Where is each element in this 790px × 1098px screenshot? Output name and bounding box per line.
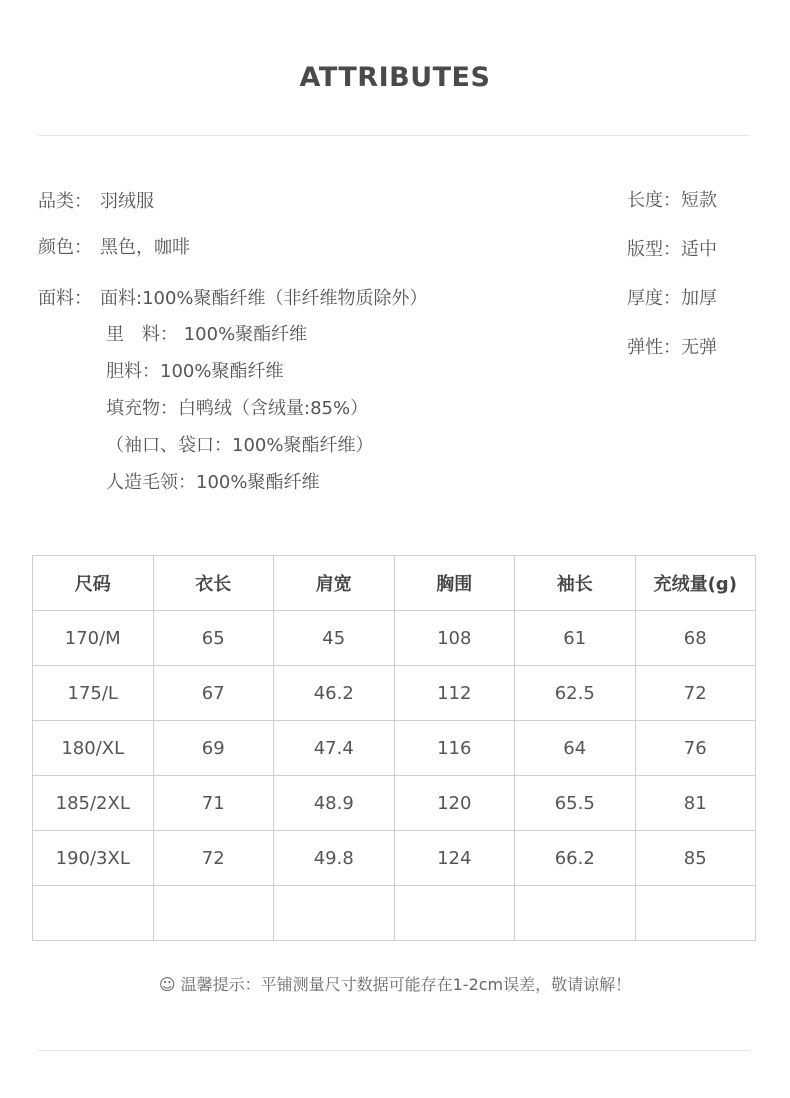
table-cell: 49.8 (274, 831, 395, 886)
table-cell: 170/M (33, 611, 154, 666)
bottom-divider (38, 1050, 750, 1051)
table-row (33, 721, 756, 776)
table-cell: 48.9 (274, 776, 395, 831)
attr-value: 羽绒服 (100, 191, 154, 212)
table-cell (274, 886, 395, 941)
attr-label: 颜色： (38, 237, 92, 258)
fabric-lining: 里 料： 100%聚酯纤维 (106, 324, 308, 345)
table-cell: 108 (394, 611, 515, 666)
attr-label: 弹性： (627, 337, 681, 358)
fabric-inner: 胆料：100%聚酯纤维 (106, 361, 284, 382)
table-cell: 45 (274, 611, 395, 666)
table-cell: 72 (635, 666, 756, 721)
table-cell: 180/XL (33, 721, 154, 776)
table-cell: 124 (394, 831, 515, 886)
table-cell: 66.2 (515, 831, 636, 886)
tip-text: 温馨提示：平铺测量尺寸数据可能存在1-2cm误差，敬请谅解！ (180, 975, 632, 994)
table-cell: 47.4 (274, 721, 395, 776)
header-shoulder: 肩宽 (274, 556, 395, 611)
table-cell: 61 (515, 611, 636, 666)
table-cell: 71 (153, 776, 274, 831)
table-row (33, 831, 756, 886)
fabric-collar: 人造毛领：100%聚酯纤维 (106, 472, 320, 493)
table-cell: 67 (153, 666, 274, 721)
table-cell (153, 886, 274, 941)
attr-label: 版型： (627, 239, 681, 260)
header-size: 尺码 (33, 556, 154, 611)
attr-elasticity (627, 333, 717, 359)
table-cell (33, 886, 154, 941)
header-length: 衣长 (153, 556, 274, 611)
attr-value: 短款 (681, 190, 717, 211)
table-cell: 190/3XL (33, 831, 154, 886)
table-cell (515, 886, 636, 941)
table-row (33, 611, 756, 666)
table-cell: 69 (153, 721, 274, 776)
header-chest: 胸围 (394, 556, 515, 611)
table-cell: 185/2XL (33, 776, 154, 831)
attr-fit (627, 235, 717, 261)
attr-label: 长度： (627, 190, 681, 211)
table-cell: 65.5 (515, 776, 636, 831)
size-table (32, 555, 756, 941)
header-sleeve: 袖长 (515, 556, 636, 611)
table-row-empty (33, 886, 756, 941)
measurement-tip (0, 972, 790, 995)
page-title: ATTRIBUTES (299, 62, 491, 93)
attr-label: 面料： (38, 288, 92, 309)
table-cell: 116 (394, 721, 515, 776)
table-cell: 72 (153, 831, 274, 886)
table-cell: 175/L (33, 666, 154, 721)
attr-value: 黑色，咖啡 (100, 237, 190, 258)
table-cell (635, 886, 756, 941)
table-cell: 85 (635, 831, 756, 886)
attr-category (38, 187, 154, 213)
table-cell: 112 (394, 666, 515, 721)
attr-label: 品类： (38, 191, 92, 212)
smiley-icon: ☺ (158, 975, 176, 994)
attr-thickness (627, 284, 717, 310)
attr-value: 无弹 (681, 337, 717, 358)
table-cell: 68 (635, 611, 756, 666)
attr-label: 厚度： (627, 288, 681, 309)
table-cell: 81 (635, 776, 756, 831)
table-cell: 76 (635, 721, 756, 776)
attr-value: 适中 (681, 239, 717, 260)
attr-length (627, 186, 717, 212)
table-cell: 64 (515, 721, 636, 776)
header-fill-weight: 充绒量(g) (635, 556, 756, 611)
attr-fabric (38, 284, 428, 310)
table-cell: 46.2 (274, 666, 395, 721)
table-row (33, 666, 756, 721)
top-divider (38, 135, 750, 136)
fabric-filling: 填充物：白鸭绒（含绒量:85%） (106, 398, 369, 419)
attr-color (38, 233, 190, 259)
attr-value: 面料:100%聚酯纤维（非纤维物质除外） (100, 288, 428, 309)
fabric-cuff: （袖口、袋口：100%聚酯纤维） (106, 435, 374, 456)
table-header-row (33, 556, 756, 611)
table-cell (394, 886, 515, 941)
table-cell: 65 (153, 611, 274, 666)
attr-value: 加厚 (681, 288, 717, 309)
table-cell: 62.5 (515, 666, 636, 721)
table-row (33, 776, 756, 831)
table-cell: 120 (394, 776, 515, 831)
